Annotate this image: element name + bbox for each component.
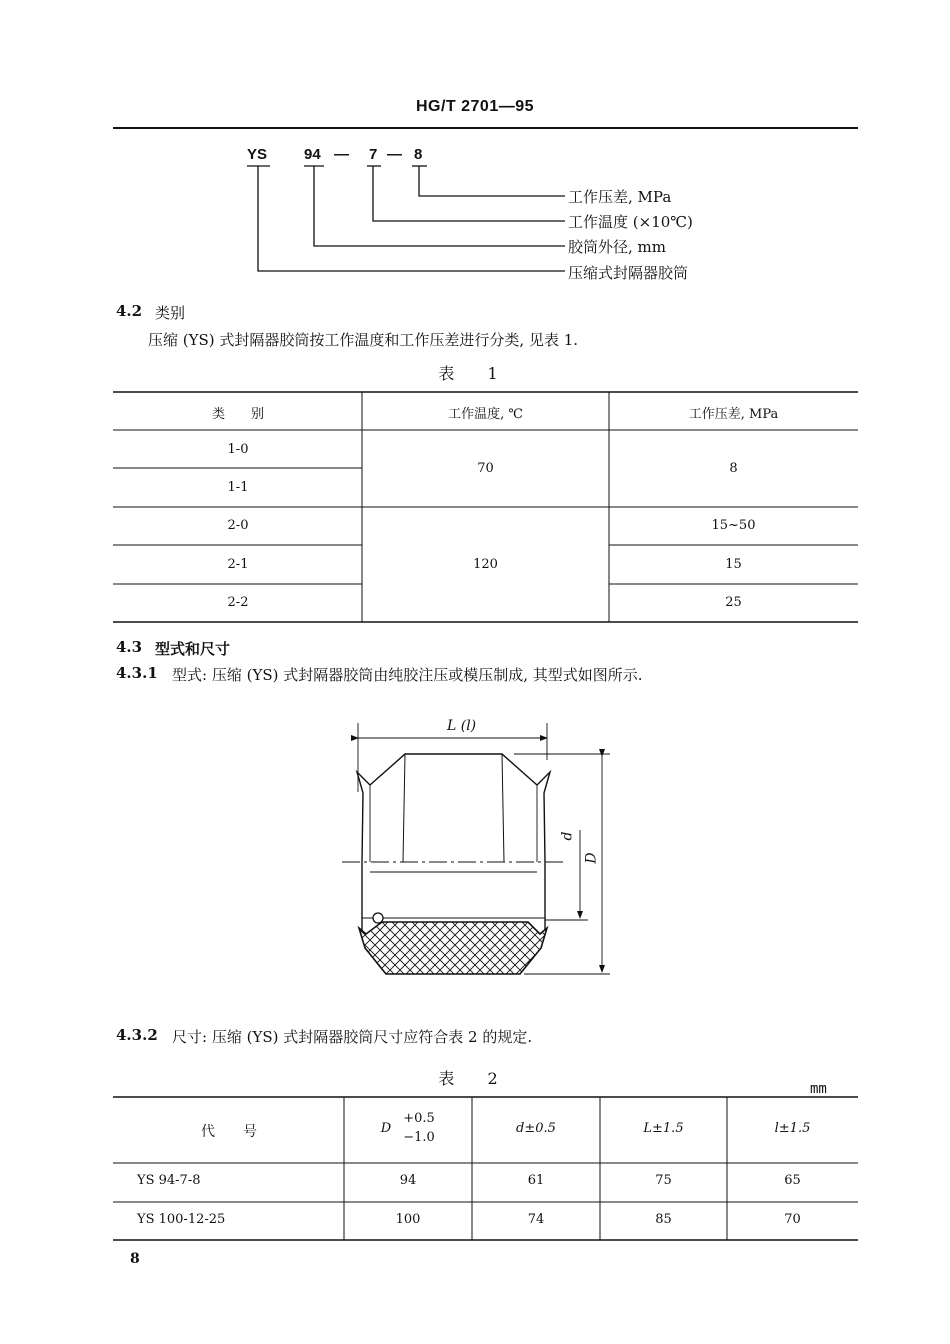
table2-row-1-D: 94 bbox=[399, 1173, 417, 1188]
page-number: 8 bbox=[130, 1251, 140, 1267]
table1-temperature-70: 70 bbox=[477, 461, 494, 476]
section-4-3-title: 型式和尺寸 bbox=[155, 640, 231, 658]
page-header: HG/T 2701—95 bbox=[415, 98, 535, 115]
code-separator-2: — bbox=[387, 146, 402, 163]
code-part-ys: YS bbox=[247, 146, 268, 163]
table2-header-d: d±0.5 bbox=[516, 1121, 556, 1136]
code-separator-1: — bbox=[334, 146, 349, 163]
code-part-pressure: 8 bbox=[414, 146, 423, 163]
table2-caption: 表 2 bbox=[438, 1069, 512, 1088]
table2-row-2-D: 100 bbox=[395, 1212, 421, 1227]
section-4-3-1-body: 型式: 压缩 (YS) 式封隔器胶筒由纯胶注压或模压制成, 其型式如图所示. bbox=[172, 666, 643, 684]
table2-row-1-L: 75 bbox=[655, 1173, 672, 1188]
code-label-type: 压缩式封隔器胶筒 bbox=[568, 264, 689, 282]
table1-caption: 表 1 bbox=[438, 364, 512, 383]
leader-temperature bbox=[373, 166, 565, 221]
table2-header-code: 代 号 bbox=[201, 1124, 257, 1140]
table1-category-1-0: 1-0 bbox=[227, 442, 249, 457]
code-label-temperature: 工作温度 (×10℃) bbox=[568, 213, 693, 231]
figure-dim-L: L (l) bbox=[447, 718, 477, 734]
table1-pressure-15: 15 bbox=[725, 557, 742, 572]
table2-row-1-d: 61 bbox=[527, 1173, 545, 1188]
section-4-3-2-number: 4.3.2 bbox=[116, 1026, 158, 1044]
table2-header-L: L±1.5 bbox=[643, 1121, 684, 1136]
code-part-temperature: 7 bbox=[369, 146, 378, 163]
table1-pressure-25: 25 bbox=[725, 595, 742, 610]
leader-pressure bbox=[419, 166, 565, 196]
table1-header-category: 类 别 bbox=[211, 407, 264, 422]
code-label-pressure: 工作压差, MPa bbox=[568, 188, 672, 206]
table1-category-2-1: 2-1 bbox=[227, 557, 249, 572]
table2-row-2-d: 74 bbox=[527, 1212, 545, 1227]
table1-header-pressure: 工作压差, MPa bbox=[688, 407, 779, 422]
section-4-3-2-body: 尺寸: 压缩 (YS) 式封隔器胶筒尺寸应符合表 2 的规定. bbox=[172, 1028, 533, 1046]
table2-unit: mm bbox=[810, 1081, 827, 1097]
code-part-diameter: 94 bbox=[304, 146, 321, 163]
table2-row-2-l: 70 bbox=[784, 1212, 801, 1227]
table1-pressure-8: 8 bbox=[729, 461, 738, 476]
table1-rules bbox=[113, 392, 858, 622]
section-4-2-title: 类别 bbox=[155, 304, 186, 322]
table1-category-1-1: 1-1 bbox=[227, 480, 249, 495]
table2-row-1-l: 65 bbox=[784, 1173, 801, 1188]
table1-temperature-120: 120 bbox=[473, 557, 498, 572]
table2-row-1-code: YS 94-7-8 bbox=[137, 1173, 201, 1188]
table2-rules bbox=[113, 1097, 858, 1240]
section-4-3-number: 4.3 bbox=[116, 638, 143, 656]
hatched-section bbox=[359, 922, 547, 974]
table1-category-2-2: 2-2 bbox=[227, 595, 249, 610]
table1-category-2-0: 2-0 bbox=[227, 518, 249, 533]
leader-diameter bbox=[314, 166, 565, 246]
leader-type bbox=[258, 166, 565, 271]
table2-row-2-code: YS 100-12-25 bbox=[137, 1212, 226, 1227]
table2-header-l: l±1.5 bbox=[774, 1121, 811, 1136]
figure-dim-D: D bbox=[583, 852, 600, 864]
table2-header-D-tol-minus: −1.0 bbox=[403, 1130, 435, 1145]
section-4-2-number: 4.2 bbox=[116, 302, 143, 320]
figure-dim-d: d bbox=[559, 831, 576, 841]
table2-header-D-symbol: D bbox=[380, 1121, 392, 1136]
table2-header-D-tol-plus: +0.5 bbox=[403, 1111, 435, 1126]
code-label-diameter: 胶筒外径, mm bbox=[568, 238, 666, 256]
code-diagram-leaders bbox=[247, 166, 565, 271]
section-4-3-1-number: 4.3.1 bbox=[116, 664, 158, 682]
table1-header-temperature: 工作温度, ℃ bbox=[448, 407, 523, 422]
packer-figure bbox=[342, 723, 610, 974]
section-4-2-body: 压缩 (YS) 式封隔器胶筒按工作温度和工作压差进行分类, 见表 1. bbox=[148, 331, 579, 349]
table1-pressure-15-50: 15~50 bbox=[711, 518, 756, 533]
table2-row-2-L: 85 bbox=[655, 1212, 672, 1227]
